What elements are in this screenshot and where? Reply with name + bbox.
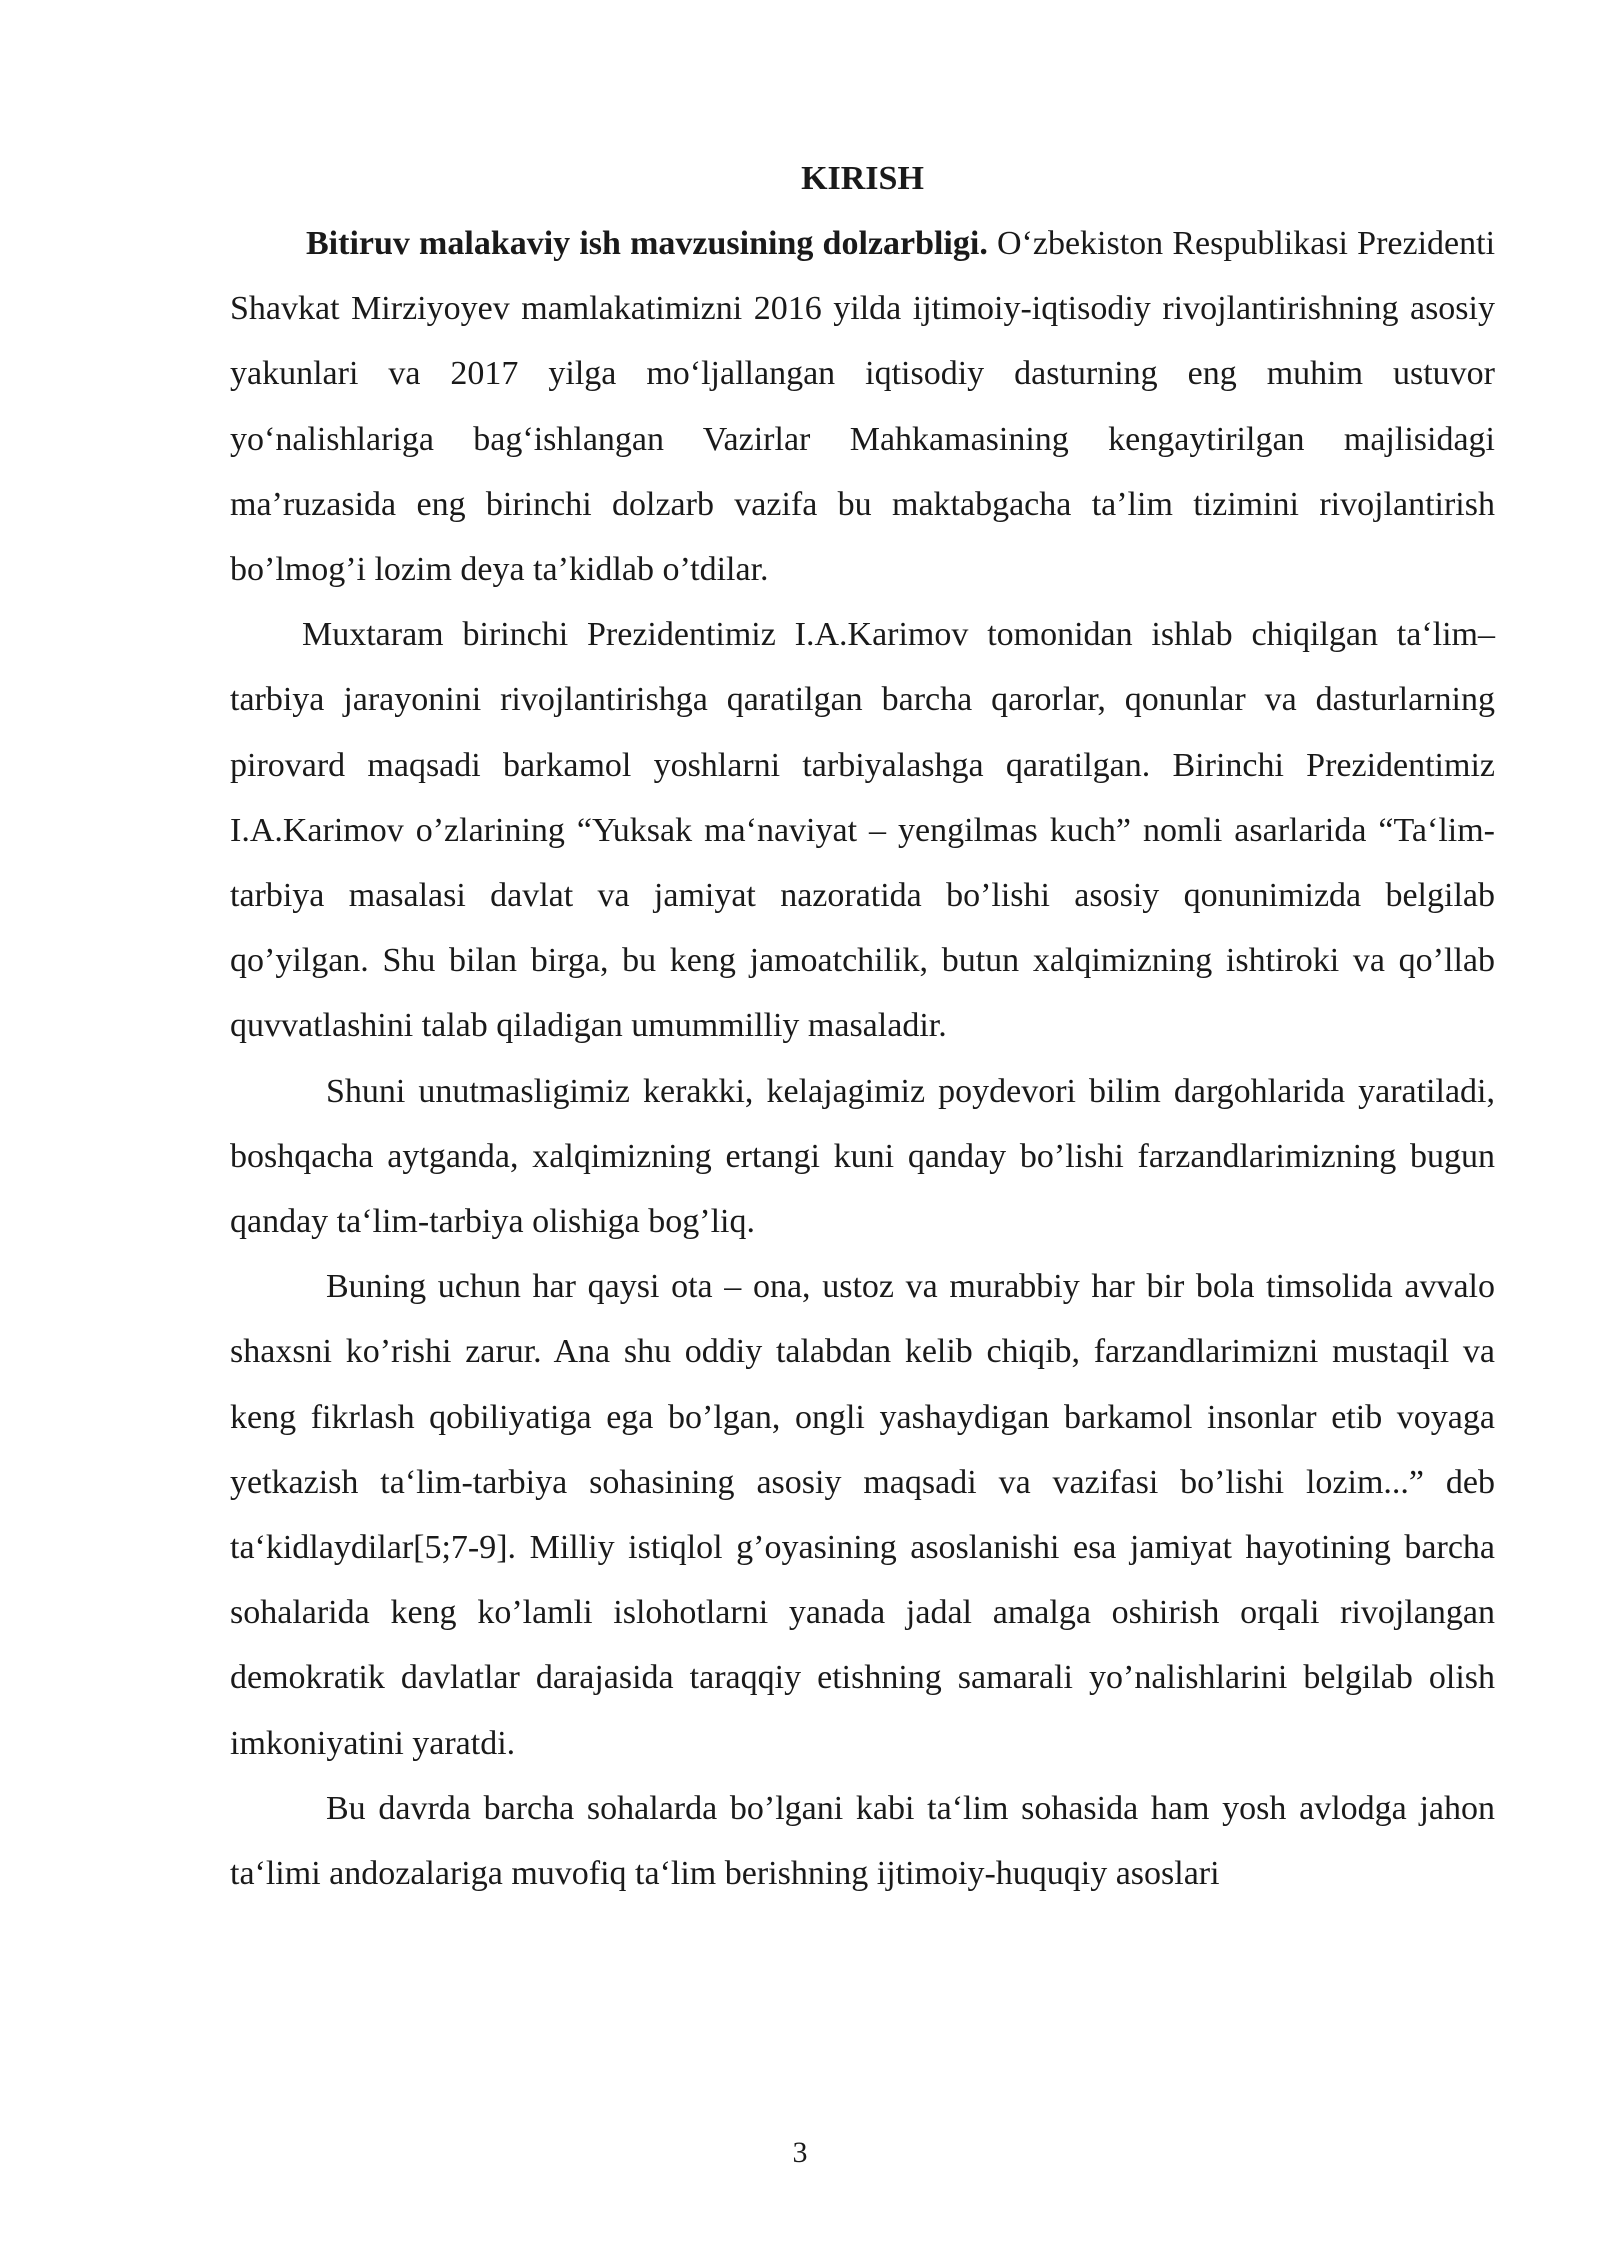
paragraph-text: O‘zbekiston Respublikasi Prezidenti Shavkat Mirziyoyev mamlakatimizni 2016 yilda ijtimoiy-iqtisodiy rivojlantirishning asosiy yakunlari va 2017 yilga mo‘ljallangan iqtisodiy dasturning eng muhim ustuvor yo‘nalishlariga bag‘ishlangan Vazirlar Mahkamasining kengaytirilgan majlisidagi ma’ruzasida eng birinchi dolzarb vazifa bu maktabgacha ta’lim tizimini rivojlantirish bo’lmog’i lozim deya ta’kidlab o’tdilar.	[230, 225, 1496, 589]
paragraph-foundation: Shuni unutmasligimiz kerakki, kelajagimiz poydevori bilim dargohlarida yaratiladi, boshqacha aytganda, xalqimizning ertangi kuni qanday bo’lishi farzandlarimizning bugun qanday ta‘lim-tarbiya olishiga bog’liq.	[230, 1072, 1495, 1241]
page-number: 3	[792, 2136, 808, 2169]
paragraph-lead: Bitiruv malakaviy ish mavzusining dolzarbligi.	[306, 225, 988, 262]
paragraph-karimov: Muxtaram birinchi Prezidentimiz I.A.Karimov tomonidan ishlab chiqilgan ta‘lim–tarbiya jarayonini rivojlantirishga qaratilgan barcha qarorlar, qonunlar va dasturlarning pirovard maqsadi barkamol yoshlarni tarbiyalashga qaratilgan. Birinchi Prezidentimiz I.A.Karimov o’zlarining “Yuksak ma‘naviyat – yengilmas kuch” nomli asarlarida “Ta‘lim-tarbiya masalasi davlat va jamiyat nazoratida bo’lishi asosiy qonunimizda belgilab qo’yilgan. Shu bilan birga, bu keng jamoatchilik, butun xalqimizning ishtiroki va qo’llab quvvatlashini talab qiladigan umummilliy masaladir.	[230, 616, 1495, 1045]
section-heading: KIRISH	[801, 160, 924, 197]
page-body	[230, 146, 1495, 1906]
paragraph-education-era: Bu davrda barcha sohalarda bo’lgani kabi ta‘lim sohasida ham yosh avlodga jahon ta‘limi andozalariga muvofiq ta‘lim berishning ijtimoiy-huquqiy asoslari	[230, 1789, 1495, 1893]
paragraph-relevance	[230, 211, 1495, 602]
paragraph-parents: Buning uchun har qaysi ota – ona, ustoz va murabbiy har bir bola timsolida avvalo shaxsni ko’rishi zarur. Ana shu oddiy talabdan kelib chiqib, farzandlarimizni mustaqil va keng fikrlash qobiliyatiga ega bo’lgan, ongli yashaydigan barkamol insonlar etib voyaga yetkazish ta‘lim-tarbiya sohasining asosiy maqsadi va vazifasi bo’lishi lozim...” deb ta‘kidlaydilar[5;7-9]. Milliy istiqlol g’oyasining asoslanishi esa jamiyat hayotining barcha sohalarida keng ko’lamli islohotlarni yanada jadal amalga oshirish orqali rivojlangan demokratik davlatlar darajasida taraqqiy etishning samarali yo’nalishlarini belgilab olish imkoniyatini yaratdi.	[230, 1268, 1495, 1762]
